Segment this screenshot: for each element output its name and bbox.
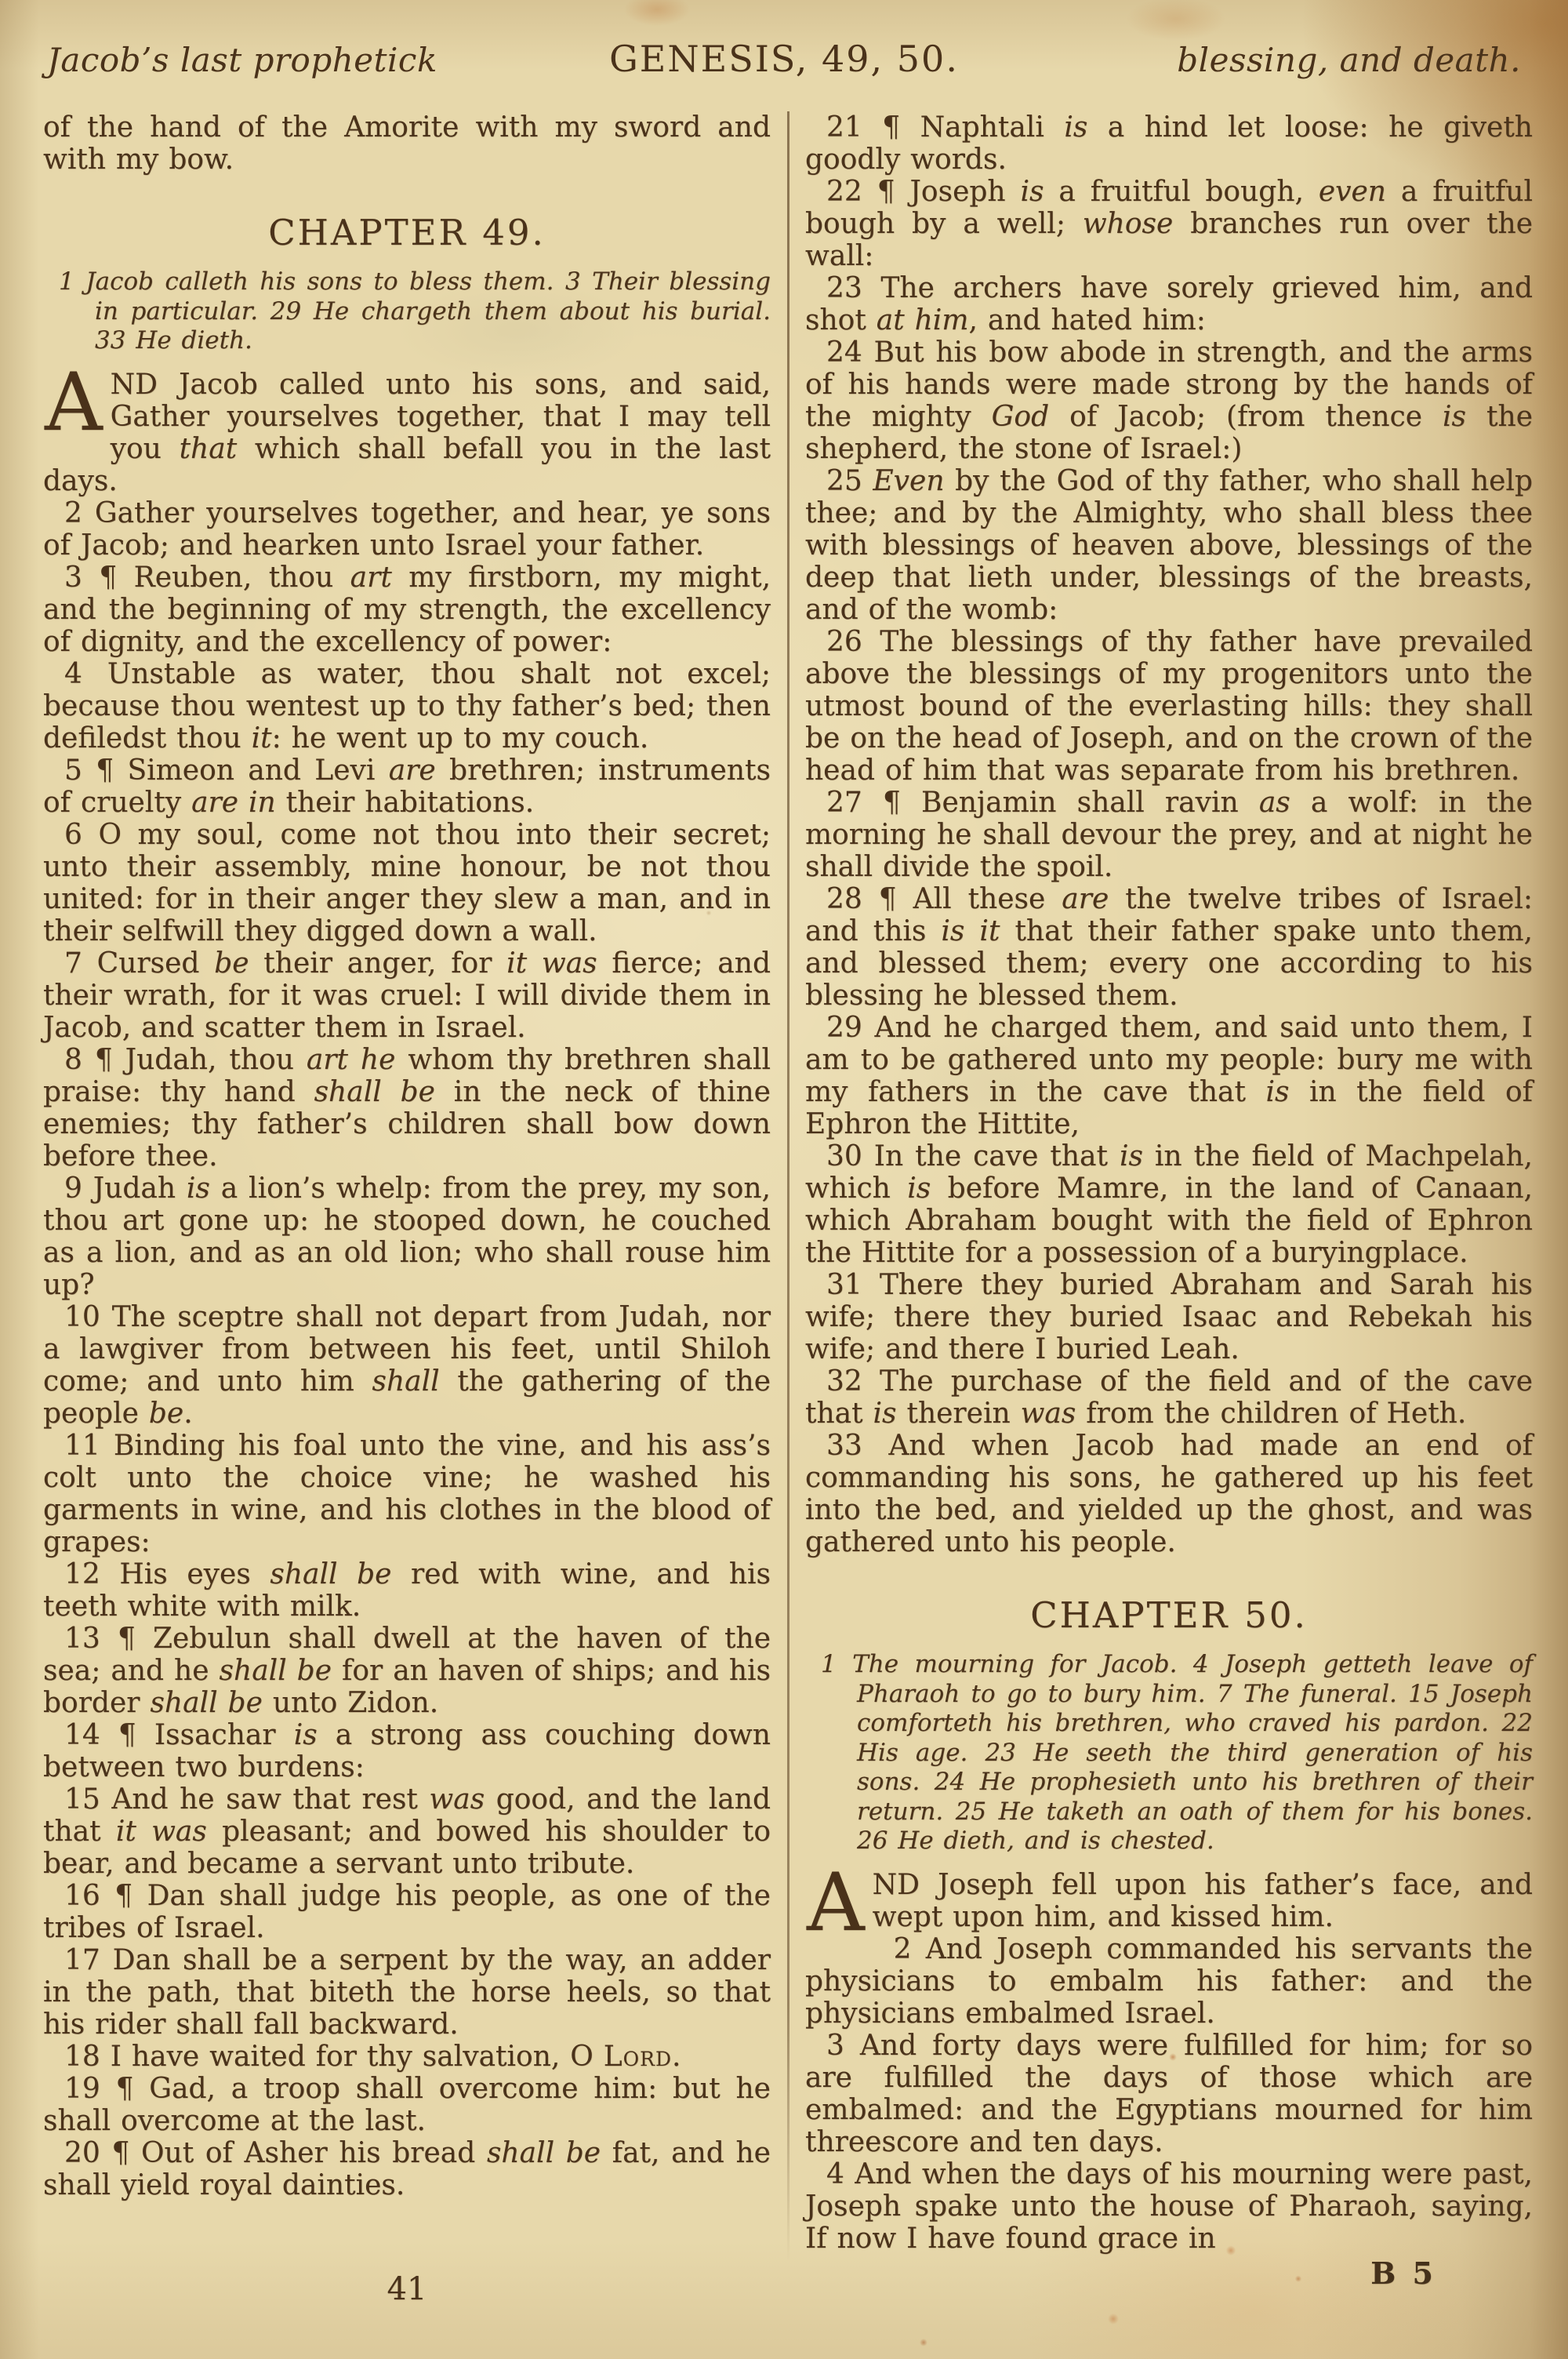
verse: 3 And forty days were fulfilled for him; for so are fulfilled the days of those which are embalmed: and the Egyptians mourned for him threescore and ten days. — [805, 2029, 1533, 2158]
page-number: 41 — [387, 2271, 427, 2307]
text-columns — [43, 111, 1533, 2262]
running-head-center: GENESIS, 49, 50. — [609, 38, 959, 80]
verse-dropcap: AND Jacob called unto his sons, and said, Gather yourselves together, that I may tell you that which shall befall you in the last days. — [43, 355, 771, 497]
verse: 19 ¶ Gad, a troop shall overcome him: but he shall overcome at the last. — [43, 2072, 771, 2137]
running-head — [47, 38, 1521, 80]
verse: 32 The purchase of the field and of the cave that is therein was from the children of Heth. — [805, 1365, 1533, 1430]
verse: 3 ¶ Reuben, thou art my firstborn, my might, and the beginning of my strength, the excellency of dignity, and the excellency of power: — [43, 561, 771, 658]
verse: 27 ¶ Benjamin shall ravin as a wolf: in the morning he shall devour the prey, and at night he shall divide the spoil. — [805, 787, 1533, 883]
verse: 22 ¶ Joseph is a fruitful bough, even a fruitful bough by a well; whose branches run over the wall: — [805, 176, 1533, 272]
verse: 31 There they buried Abraham and Sarah his wife; there they buried Isaac and Rebekah his wife; and there I buried Leah. — [805, 1269, 1533, 1365]
verse: 20 ¶ Out of Asher his bread shall be fat, and he shall yield royal dainties. — [43, 2136, 771, 2201]
running-head-left: Jacob’s last prophetick — [47, 41, 437, 79]
verse: 16 ¶ Dan shall judge his people, as one of the tribes of Israel. — [43, 1879, 771, 1944]
continuation: of the hand of the Amorite with my sword and with my bow. — [43, 111, 771, 176]
chapter-heading: CHAPTER 49. — [268, 212, 546, 253]
verse: 33 And when Jacob had made an end of commanding his sons, he gathered up his feet into the bed, and yielded up the ghost, and was gathered unto his people. — [805, 1430, 1533, 1558]
verse: 2 Gather yourselves together, and hear, ye sons of Jacob; and hearken unto Israel your father. — [43, 496, 771, 562]
verse: 25 Even by the God of thy father, who shall help thee; and by the Almighty, who shall bless thee with blessings of heaven above, blessings of the deep that lieth under, blessings of the breasts, and of the womb: — [805, 465, 1533, 626]
verse: 4 And when the days of his mourning were past, Joseph spake unto the house of Pharaoh, saying, If now I have found grace in — [805, 2157, 1533, 2255]
verse: 9 Judah is a lion’s whelp: from the prey, my son, thou art gone up: he stooped down, he couched as a lion, and as an old lion; who shall rouse him up? — [43, 1172, 771, 1301]
verse: 24 But his bow abode in strength, and the arms of his hands were made strong by the hands of the mighty God of Jacob; (from thence is the shepherd, the stone of Israel:) — [805, 336, 1534, 465]
verse: 15 And he saw that rest was good, and the land that it was pleasant; and bowed his shoulder to bear, and became a servant unto tribute. — [43, 1783, 771, 1880]
drop-cap: A — [807, 1856, 865, 1950]
verse: 14 ¶ Issachar is a strong ass couching down between two burdens: — [43, 1718, 771, 1783]
column-divider — [787, 111, 789, 2262]
drop-cap: A — [45, 355, 103, 449]
verse: 10 The sceptre shall not depart from Judah, nor a lawgiver from between his feet, until Shiloh come; and unto him shall the gathering of the people be. — [43, 1300, 771, 1430]
verse: 8 ¶ Judah, thou art he whom thy brethren shall praise: thy hand shall be in the neck of thine enemies; thy father’s children shall bow down before thee. — [43, 1043, 771, 1172]
verse: 26 The blessings of thy father have prevailed above the blessings of my progenitors unto the utmost bound of the everlasting hills: they shall be on the head of Joseph, and on the crown of the head of him that was separate from his brethren. — [805, 626, 1533, 787]
signature-mark: B 5 — [1370, 2255, 1436, 2291]
verse: 5 ¶ Simeon and Levi are brethren; instruments of cruelty are in their habitations. — [43, 754, 771, 819]
verse: 28 ¶ All these are the twelve tribes of Israel: and this is it that their father spake unto them, and blessed them; every one according to his blessing he blessed them. — [805, 883, 1534, 1012]
verse: 6 O my soul, come not thou into their secret; unto their assembly, mine honour, be not thou united: for in their anger they slew a man, and in their selfwill they digged down a wall. — [43, 818, 771, 947]
right-column — [805, 111, 1533, 2262]
verse: 2 And Joseph commanded his servants the physicians to embalm his father: and the physicians embalmed Israel. — [805, 1932, 1533, 2030]
summary: 1 The mourning for Jacob. 4 Joseph getteth leave of Pharaoh to go to bury him. 7 The funeral. 15 Joseph comforteth his brethren, who craved his pardon. 22 His age. 23 He seeth the third generation of his sons. 24 He prophesieth unto his brethren of their return. 25 He taketh an oath of them for his bones. 26 He dieth, and is chested. — [821, 1650, 1533, 1855]
verse: 30 In the cave that is in the field of Machpelah, which is before Mamre, in the land of Canaan, which Abraham bought with the field of Ephron the Hittite for a possession of a buryingplace. — [805, 1140, 1533, 1269]
summary: 1 Jacob calleth his sons to bless them. 3 Their blessing in particular. 29 He chargeth them about his burial. 33 He dieth. — [59, 267, 771, 354]
verse: 11 Binding his foal unto the vine, and his ass’s colt unto the choice vine; he washed his garments in wine, and his clothes in the blood of grapes: — [43, 1429, 771, 1558]
verse: 4 Unstable as water, thou shalt not excel; because thou wentest up to thy father’s bed; then defiledst thou it: he went up to my couch. — [43, 657, 771, 754]
chapter-heading: CHAPTER 50. — [1030, 1594, 1308, 1636]
verse: 12 His eyes shall be red with wine, and his teeth white with milk. — [43, 1558, 771, 1623]
verse: 13 ¶ Zebulun shall dwell at the haven of the sea; and he shall be for an haven of ships; and his border shall be unto Zidon. — [43, 1622, 771, 1719]
running-head-right: blessing, and death. — [1177, 41, 1522, 79]
verse: 18 I have waited for thy salvation, O Lord. — [64, 2040, 681, 2073]
verse-dropcap: AND Joseph fell upon his father’s face, and wept upon him, and kissed him. — [807, 1856, 1533, 1950]
verse: 21 ¶ Naphtali is a hind let loose: he giveth goodly words. — [805, 111, 1533, 176]
verse: 17 Dan shall be a serpent by the way, an adder in the path, that biteth the horse heels, so that his rider shall fall backward. — [43, 1943, 771, 2041]
left-column — [43, 111, 771, 2262]
verse: 23 The archers have sorely grieved him, and shot at him, and hated him: — [805, 272, 1533, 336]
verse: 7 Cursed be their anger, for it was fierce; and their wrath, for it was cruel: I will divide them in Jacob, and scatter them in Israel. — [43, 947, 771, 1044]
verse: 29 And he charged them, and said unto them, I am to be gathered unto my people: bury me with my fathers in the cave that is in the field of Ephron the Hittite, — [805, 1012, 1533, 1140]
